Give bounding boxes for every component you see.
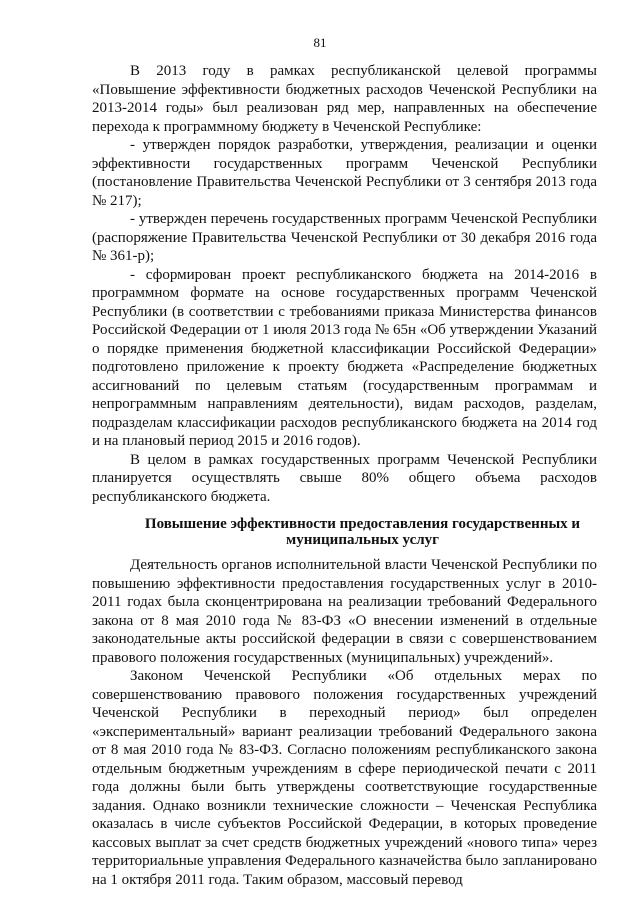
paragraph-republic-law: Законом Чеченской Республики «Об отдельных мерах по совершенствованию правового положения государственных учреждений Чеченской Республики в переходный период» был определен «экспериментальный» вариант реализации требований Федерального закона от 8 мая 2010 года № 83-ФЗ. Согласно положениям республиканского закона отдельным бюджетным учреждениям в сфере периодической печати с 2011 года должны были быть утверждены соответствующие государственные задания. Однако возникли технические сложности – Чеченская Республика оказалась в числе субъектов Российской Федерации, в которых проведение кассовых выплат за счет средств бюджетных учреждений «нового типа» через территориальные управления Федерального казначейства было запланировано на 1 октября 2011 года. Таким образом, массовый перевод bbox=[92, 668, 597, 888]
document-body bbox=[92, 62, 597, 889]
bullet-budget-draft: - сформирован проект республиканского бюджета на 2014-2016 в программном формате на основе государственных программ Чеченской Республики (в соответствии с требованиями приказа Министерства финансов Российской Федерации от 1 июля 2013 года № 65н «Об утверждении Указаний о порядке применения бюджетной классификации Российской Федерации» подготовлено приложение к проекту бюджета «Распределение бюджетных ассигнований по целевым статьям (государственным программам и непрограммным направлениям деятельности), видам расходов, разделам, подразделам классификации расходов республиканского бюджета на 2014 год и на плановый период 2015 и 2016 годов). bbox=[92, 266, 597, 449]
paragraph-share-of-expenditure: В целом в рамках государственных программ Чеченской Республики планируется осуществлять свыше 80% общего объема расходов республиканского бюджета. bbox=[92, 451, 597, 505]
section-heading: Повышение эффективности предоставления государственных и муниципальных услуг bbox=[144, 516, 581, 548]
page-number: 81 bbox=[313, 35, 327, 50]
paragraph-executive-activity: Деятельность органов исполнительной власти Чеченской Республики по повышению эффективности предоставления государственных услуг в 2010-2011 годах была сконцентрирована на реализации требований Федерального закона от 8 мая 2010 года № 83-ФЗ «О внесении изменений в отдельные законодательные акты российской федерации в связи с совершенствованием правового положения государственных (муниципальных) учреждений». bbox=[92, 557, 597, 666]
bullet-procedure-approved: - утвержден порядок разработки, утверждения, реализации и оценки эффективности государственных программ Чеченской Республики (постановление Правительства Чеченской Республики от 3 сентября 2013 года № 217); bbox=[92, 137, 597, 209]
paragraph-program-budget: В 2013 году в рамках республиканской целевой программы «Повышение эффективности бюджетных расходов Чеченской Республики на 2013-2014 годы» был реализован ряд мер, направленных на обеспечение перехода к программному бюджету в Чеченской Республике: bbox=[92, 63, 597, 135]
bullet-list-approved: - утвержден перечень государственных программ Чеченской Республики (распоряжение Правительства Чеченской Республики от 30 декабря 2016 года № 361-р); bbox=[92, 211, 597, 264]
